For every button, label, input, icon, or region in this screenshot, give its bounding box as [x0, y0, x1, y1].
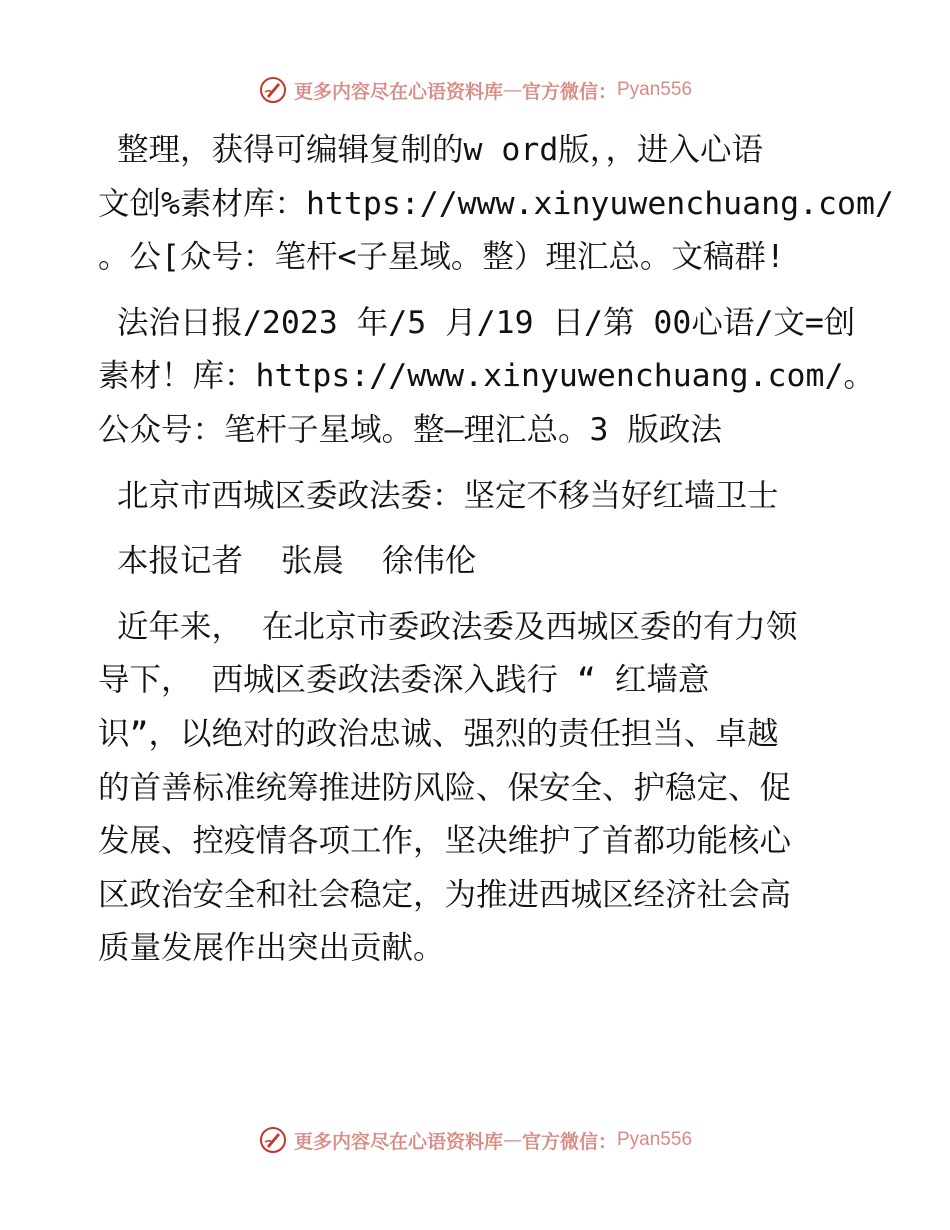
banner-wechat-label: 官方微信： [521, 80, 617, 103]
banner-wechat-label: 官方微信： [521, 1130, 617, 1153]
banner-separator: — [502, 1129, 522, 1151]
banner-wechat-id: Pyan556 [617, 79, 693, 100]
text-line: 的首善标准统筹推进防风险、保安全、护稳定、促 [98, 769, 792, 806]
text-line: 北京市西城区委政法委：坚定不移当好红墙卫士 [98, 477, 779, 514]
text-line: 识”，以绝对的政治忠诚、强烈的责任担当、卓越 [98, 715, 779, 752]
article-body-paragraph [98, 601, 858, 976]
text-line: 近年来， 在北京市委政法委及西城区委的有力领 [98, 608, 798, 645]
text-line: 公众号：笔杆子星域。整—理汇总。3 版政法 [98, 411, 722, 448]
text-line: 质量发展作出突出贡献。 [98, 930, 445, 967]
text-line: 整理，获得可编辑复制的w ord版，，进入心语 [98, 132, 764, 168]
paragraph-source [98, 297, 875, 458]
banner-wechat-id: Pyan556 [617, 1129, 693, 1150]
quill-logo-icon [258, 1125, 288, 1155]
text-line: 。公[众号：笔杆<子星域。整）理汇总。文稿群! [98, 239, 785, 276]
text-line: 文创%素材库：https://www.xinyuwenchuang.com/ [98, 185, 894, 222]
banner-text: 更多内容尽在心语资料库 [293, 1130, 503, 1153]
banner-text: 更多内容尽在心语资料库 [293, 80, 503, 103]
text-line: 区政治安全和社会稳定，为推进西城区经济社会高 [98, 876, 792, 913]
footer-banner [0, 1120, 950, 1160]
article-byline [98, 535, 858, 589]
quill-logo-icon [258, 75, 288, 105]
paragraph-intro [98, 124, 894, 285]
banner-separator: — [502, 79, 522, 101]
article-title [98, 470, 858, 524]
document-body [98, 124, 894, 976]
text-line: 素材！库：https://www.xinyuwenchuang.com/。 [98, 358, 875, 395]
header-banner [0, 70, 950, 110]
text-line: 导下， 西城区委政法委深入践行 “ 红墙意 [98, 662, 710, 699]
text-line: 本报记者 张晨 徐伟伦 [98, 543, 477, 580]
text-line: 发展、控疫情各项工作，坚决维护了首都功能核心 [98, 823, 792, 860]
text-line: 法治日报/2023 年/5 月/19 日/第 00心语/文=创 [98, 304, 856, 341]
